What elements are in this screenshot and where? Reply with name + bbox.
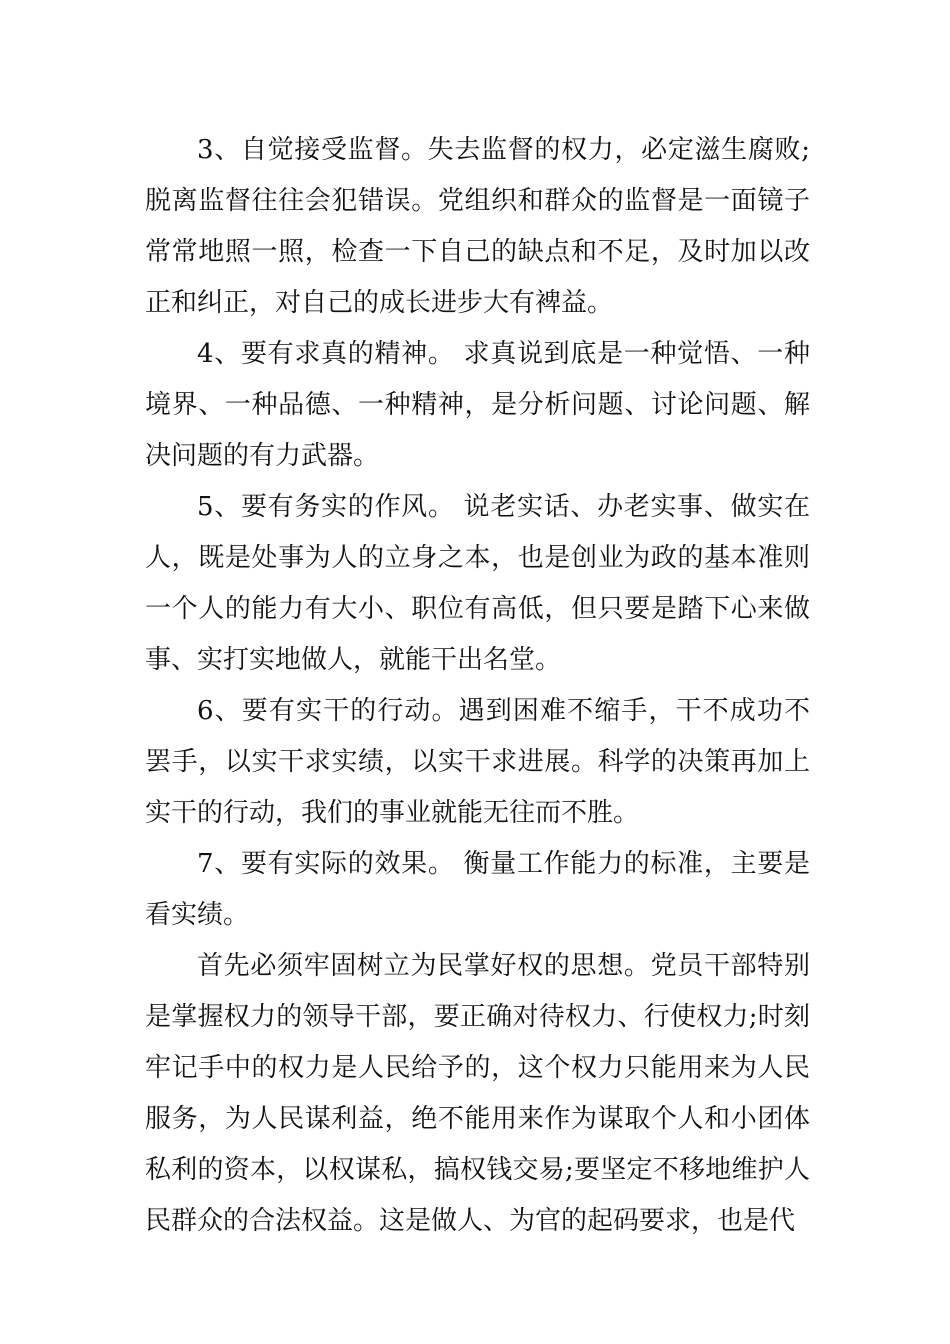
paragraph-power-for-people: 首先必须牢固树立为民掌好权的思想。党员干部特别是掌握权力的领导干部，要正确对待权力、行使权力;时刻牢记手中的权力是人民给予的，这个权力只能用来为人民服务，为人民谋利益，绝不能用来作为谋取个人和小团体私利的资本，以权谋私，搞权钱交易;要坚定不移地维护人民群众的合法权益。这是做人、为官的起码要求，也是代: [145, 951, 810, 1236]
document-body: [145, 125, 810, 1247]
paragraph-truth-seeking: 4、要有求真的精神。 求真说到底是一种觉悟、一种境界、一种品德、一种精神，是分析问题、讨论问题、解决问题的有力武器。: [145, 339, 810, 471]
paragraph-supervision: 3、自觉接受监督。失去监督的权力，必定滋生腐败;脱离监督往往会犯错误。党组织和群众的监督是一面镜子常常地照一照，检查一下自己的缺点和不足，及时加以改正和纠正，对自己的成长进步大有裨益。: [145, 135, 810, 318]
paragraph-practical-action: 6、要有实干的行动。遇到困难不缩手，干不成功不罢手，以实干求实绩，以实干求进展。科学的决策再加上实干的行动，我们的事业就能无往而不胜。: [145, 696, 810, 828]
paragraph-actual-results: 7、要有实际的效果。 衡量工作能力的标准，主要是看实绩。: [145, 849, 810, 930]
paragraph-pragmatic-style: 5、要有务实的作风。 说老实话、办老实事、做实在人，既是处事为人的立身之本，也是创业为政的基本准则一个人的能力有大小、职位有高低，但只要是踏下心来做事、实打实地做人，就能干出名堂。: [145, 492, 810, 675]
